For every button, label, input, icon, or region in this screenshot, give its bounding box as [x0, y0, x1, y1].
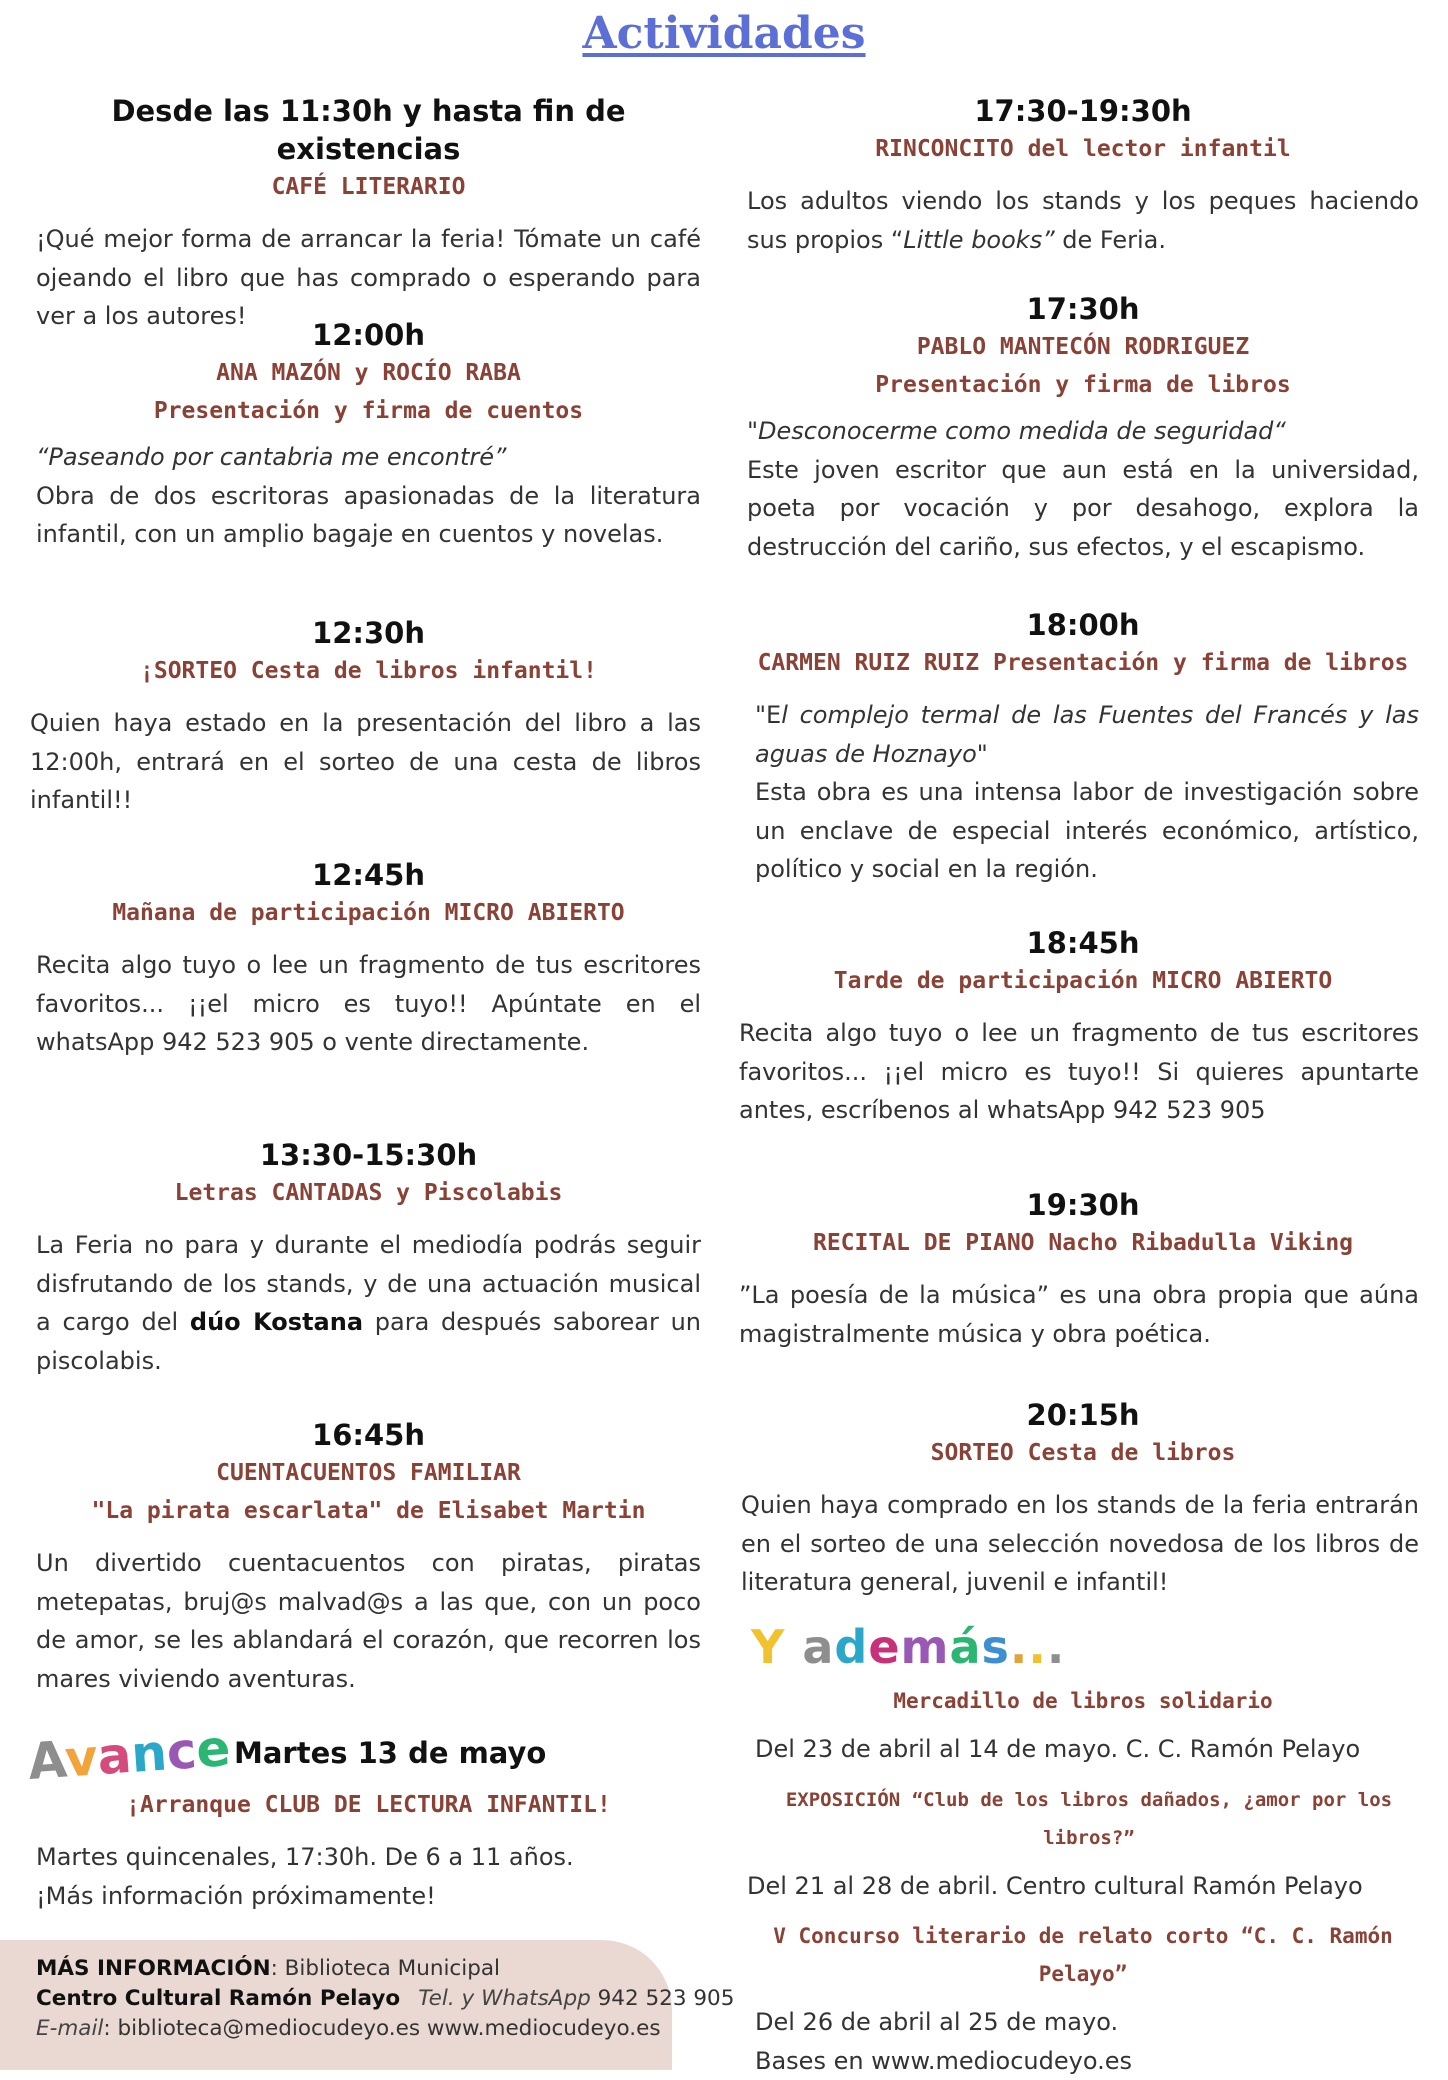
mercadillo-title: Mercadillo de libros solidario	[893, 1689, 1273, 1713]
recital-piano-section	[739, 1186, 1419, 1353]
section-subheading: ANA MAZÓN y ROCÍO RABA	[216, 360, 521, 386]
book-quote: "El complejo termal de las Fuentes del Francés y las aguas de Hoznayo"	[755, 701, 1419, 768]
section-subheading: ¡SORTEO Cesta de libros infantil!	[140, 658, 597, 684]
section-time: Desde las 11:30h y hasta fin de existencias	[111, 94, 626, 166]
avance-text: Martes quincenales, 17:30h. De 6 a 11 años. ¡Más información próximamente!	[36, 1843, 574, 1910]
section-text	[36, 438, 701, 554]
section-subheading: Mañana de participación MICRO ABIERTO	[112, 900, 625, 926]
ademas-section	[747, 1620, 1419, 2080]
sorteo-infantil-section	[30, 614, 701, 820]
avance-section	[26, 1719, 701, 1915]
wordmark-letter: s	[981, 1620, 1010, 1674]
section-time: 17:30h	[1026, 292, 1140, 326]
letras-cantadas-section	[36, 1136, 701, 1380]
section-text: Quien haya estado en la presentación del libro a las 12:00h, entrará en el sorteo de una cesta de libros infantil!!	[30, 709, 701, 814]
wordmark-letter	[785, 1620, 802, 1674]
wordmark-letter: .	[1046, 1620, 1066, 1674]
wordmark-letter: a	[95, 1725, 134, 1787]
section-text: Quien haya comprado en los stands de la feria entrarán en el sorteo de una selección novedosa de los libros de literatura general, juvenil e infantil!	[741, 1491, 1419, 1596]
section-description: Este joven escritor que aun está en la universidad, poeta por vocación y por desahogo, explora la destrucción del cariño, sus efectos, y el escapismo.	[747, 455, 1419, 561]
wordmark-letter: c	[164, 1721, 199, 1782]
cafe-literario-section	[36, 92, 701, 336]
section-subheading: CAFÉ LITERARIO	[271, 174, 466, 200]
concurso-text: Del 26 de abril al 25 de mayo. Bases en www.mediocudeyo.es	[755, 2008, 1132, 2075]
avance-date: Martes 13 de mayo	[234, 1736, 547, 1770]
pablo-mantecon-section	[747, 290, 1419, 566]
wordmark-letter: v	[63, 1728, 100, 1789]
section-subheading: RINCONCITO del lector infantil	[875, 136, 1291, 162]
wordmark-letter: m	[900, 1620, 950, 1674]
wordmark-letter: A	[26, 1730, 68, 1791]
info-line-email: E-mail: biblioteca@mediocudeyo.es www.mediocudeyo.es	[36, 2016, 661, 2041]
section-subheading: CARMEN RUIZ RUIZ Presentación y firma de libros	[757, 650, 1409, 676]
cuentacuentos-section	[36, 1416, 701, 1698]
section-time: 12:00h	[312, 318, 425, 352]
sorteo-final-section	[741, 1396, 1419, 1602]
page-title: Actividades	[582, 8, 866, 59]
section-text: ”La poesía de la música” es una obra propia que aúna magistralmente música y obra poética.	[739, 1281, 1419, 1348]
section-time: 18:45h	[1026, 926, 1140, 960]
wordmark-letter: a	[802, 1620, 835, 1674]
info-line-contact: Centro Cultural Ramón Pelayo Tel. y WhatsApp 942 523 905	[36, 1986, 735, 2011]
book-quote: “Paseando por cantabria me encontré”	[36, 443, 507, 471]
section-time: 18:00h	[1026, 608, 1140, 642]
band-name: dúo Kostana	[189, 1308, 364, 1336]
wordmark-letter: d	[834, 1620, 869, 1674]
wordmark-letter: á	[949, 1620, 982, 1674]
section-time: 12:45h	[312, 858, 425, 892]
mercadillo-text: Del 23 de abril al 14 de mayo. C. C. Ramón Pelayo	[755, 1735, 1361, 1763]
section-subheading: PABLO MANTECÓN RODRIGUEZ	[916, 334, 1250, 360]
section-time: 13:30-15:30h	[259, 1138, 478, 1172]
micro-abierto-morning-section	[36, 856, 701, 1062]
ana-mazon-section	[36, 316, 701, 554]
section-time: 17:30-19:30h	[974, 94, 1192, 128]
section-subheading: Tarde de participación MICRO ABIERTO	[833, 968, 1333, 994]
section-description: Esta obra es una intensa labor de investigación sobre un enclave de especial interés económico, artístico, político y social en la región.	[755, 778, 1419, 883]
section-time: 19:30h	[1026, 1188, 1140, 1222]
exposicion-text: Del 21 al 28 de abril. Centro cultural Ramón Pelayo	[747, 1871, 1363, 1900]
section-text: Un divertido cuentacuentos con piratas, piratas metepatas, bruj@s malvad@s a las que, con un poco de amor, se les ablandará el corazón, que recorren los mares viviendo aventuras.	[36, 1549, 701, 1693]
section-subheading: Letras CANTADAS y Piscolabis	[174, 1180, 563, 1206]
section-subheading: Presentación y firma de libros	[875, 372, 1291, 398]
wordmark-letter: Y	[751, 1620, 786, 1674]
section-text: La Feria no para y durante el mediodía podrás seguir disfrutando de los stands, y de una actuación musical a cargo del dúo Kostana para después saborear un piscolabis.	[36, 1231, 701, 1375]
wordmark-letter: .	[1028, 1620, 1047, 1674]
wordmark-letter: e	[194, 1719, 233, 1780]
section-description: Obra de dos escritoras apasionadas de la literatura infantil, con un amplio bagaje en cuentos y novelas.	[36, 481, 701, 548]
section-text: Recita algo tuyo o lee un fragmento de tus escritores favoritos... ¡¡el micro es tuyo!! Apúntate en el whatsApp 942 523 905 o vente directamente.	[36, 951, 701, 1056]
rinconcito-section	[747, 92, 1419, 259]
section-text	[747, 412, 1419, 566]
section-text: ¡Qué mejor forma de arrancar la feria! Tómate un café ojeando el libro que has comprado o esperando para ver a los autores!	[36, 225, 701, 330]
section-text: Recita algo tuyo o lee un fragmento de tus escritores favoritos... ¡¡el micro es tuyo!! Si quieres apuntarte antes, escríbenos al whatsApp 942 523 905	[739, 1019, 1419, 1124]
section-text: Los adultos viendo los stands y los peques haciendo sus propios “Little books” de Feria.	[747, 187, 1419, 254]
section-time: 16:45h	[312, 1418, 425, 1452]
micro-abierto-afternoon-section	[739, 924, 1419, 1130]
wordmark-letter: .	[1009, 1620, 1029, 1674]
section-time: 12:30h	[312, 616, 425, 650]
wordmark-letter: e	[868, 1620, 901, 1674]
section-text	[755, 696, 1419, 889]
section-subheading: "La pirata escarlata" de Elisabet Martin	[91, 1498, 646, 1524]
section-subheading: CUENTACUENTOS FAMILIAR	[216, 1460, 521, 1486]
section-subheading: SORTEO Cesta de libros	[930, 1440, 1236, 1466]
book-quote: "Desconocerme como medida de seguridad“	[747, 417, 1286, 445]
wordmark-letter: n	[129, 1723, 169, 1784]
exposicion-title: EXPOSICIÓN “Club de los libros dañados, ¿amor por los libros?”	[785, 1788, 1393, 1849]
more-info-box	[0, 1940, 735, 2070]
section-time: 20:15h	[1026, 1398, 1140, 1432]
avance-subheading: ¡Arranque CLUB DE LECTURA INFANTIL!	[126, 1792, 611, 1818]
carmen-ruiz-section	[747, 606, 1419, 889]
section-subheading: Presentación y firma de cuentos	[153, 398, 584, 424]
section-subheading: RECITAL DE PIANO Nacho Ribadulla Viking	[812, 1230, 1354, 1256]
avance-wordmark	[26, 1719, 232, 1791]
ademas-heading	[751, 1620, 1065, 1674]
concurso-title: V Concurso literario de relato corto “C. C. Ramón Pelayo”	[773, 1924, 1393, 1986]
info-line-library: MÁS INFORMACIÓN: Biblioteca Municipal	[36, 1956, 501, 1981]
